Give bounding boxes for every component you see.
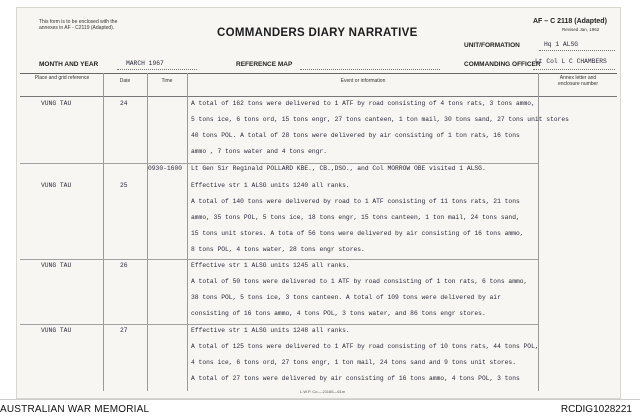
co-label: COMMANDING OFFICER (464, 61, 541, 68)
entry-line: Lt Gen Sir Reginald POLLARD KBE., CB.,DSO., and Col MORROW OBE visited 1 ALSG. (191, 165, 486, 172)
entry-date: 25 (120, 182, 128, 189)
entry-date: 24 (120, 100, 128, 107)
entry-place: VUNG TAU (41, 100, 72, 107)
entry-line: Effective str 1 ALSG units 1245 all ranks. (191, 262, 350, 269)
footer-institution: AUSTRALIAN WAR MEMORIAL (0, 404, 150, 415)
entry-line: ammo, 35 tons POL, 5 tons ice, 18 tons engr, 15 tons canteen, 1 ton mail, 24 tons sand, (191, 214, 520, 221)
col-header-event: Event or information (340, 78, 386, 84)
col-divider-3 (187, 73, 188, 391)
col-header-annex-2: enclosure number (557, 81, 599, 87)
col-divider-1 (103, 73, 104, 391)
entry-place: VUNG TAU (41, 182, 72, 189)
entry-line: ammo , 7 tons water and 4 tons engr. (191, 148, 328, 155)
refmap-label: REFERENCE MAP (236, 61, 293, 68)
entry-line: 4 tons ice, 6 tons ord, 27 tons engr, 1 ton mail, 24 tons sand and 9 tons unit stores. (191, 359, 516, 366)
entry-line: A total of 140 tons were delivered by road to 1 ATF consisting of 11 tons rats, 21 tons (191, 198, 520, 205)
entry-line: 8 tons POL, 4 tons water, 28 tons engr stores. (191, 246, 365, 253)
printer-mark: L.W.P. Co.—21165—61m (300, 389, 346, 394)
unit-value: Hq 1 ALSG (544, 41, 579, 48)
entry-time: 0930-1600 (148, 165, 183, 172)
enclose-note-2: annexes in AF - C2119 (Adapted). (39, 25, 115, 31)
row-separator (20, 163, 538, 164)
entry-place: VUNG TAU (41, 262, 72, 269)
entry-date: 27 (120, 327, 128, 334)
revised-date: Revised Jan, 1962 (562, 27, 600, 32)
entry-line: A total of 50 tons were delivered to 1 ATF by road consisting of 1 ton rats, 6 tons ammo, (191, 278, 528, 285)
table-top-rule (20, 73, 617, 74)
form-number: AF – C 2118 (Adapted) (533, 18, 607, 25)
row-separator (20, 324, 538, 325)
entry-line: 15 tons unit stores. A tota of 56 tons were delivered by air consisting of 16 tons ammo, (191, 230, 524, 237)
co-underline (533, 69, 615, 70)
month-value: MARCH 1967 (126, 60, 164, 67)
row-separator (20, 259, 538, 260)
entry-line: 5 tons ice, 6 tons ord, 15 tons engr, 27 tons canteen, 1 ton mail, 30 tons sand, 27 tons unit stores (191, 116, 569, 123)
col-header-annex-1: Annex letter and (559, 75, 597, 81)
page-shadow (0, 399, 640, 400)
table-header-rule (20, 96, 617, 97)
enclose-note-1: This form is to be enclosed with the (39, 19, 118, 25)
refmap-underline (300, 69, 440, 70)
entry-line: A total of 125 tons were delivered to 1 ATF by road consisting of 10 tons rats, 44 tons POL, (191, 343, 539, 350)
entry-place: VUNG TAU (41, 327, 72, 334)
col-divider-2 (147, 73, 148, 391)
col-header-time: Time (161, 78, 173, 84)
col-header-place: Place and grid reference (34, 75, 90, 81)
month-underline (117, 69, 197, 70)
entry-line: 40 tons POL. A total of 28 tons were delivered by air consisting of 1 ton rats, 16 tons (191, 132, 520, 139)
entry-line: Effective str 1 ALSG units 1240 all ranks. (191, 182, 350, 189)
col-header-date: Date (119, 78, 131, 84)
unit-underline (539, 50, 615, 51)
footer-record-id: RCDIG1028221 (560, 404, 632, 415)
entry-line: 38 tons POL, 5 tons ice, 3 tons canteen. A total of 109 tons were delivered by air (191, 294, 501, 301)
co-value: Lt Col L C CHAMBERS (535, 58, 607, 65)
entry-line: consisting of 16 tons ammo, 4 tons POL, 3 tons water, and 86 tons engr stores. (191, 310, 486, 317)
entry-date: 26 (120, 262, 128, 269)
entry-line: A total of 27 tons were delivered by air consisting of 16 tons ammo, 4 tons POL, 3 tons (191, 375, 520, 382)
page-title: COMMANDERS DIARY NARRATIVE (217, 27, 418, 39)
entry-line: A total of 162 tons were delivered to 1 ATF by road consisting of 4 tons rats, 3 tons ammo, (191, 100, 535, 107)
entry-line: Effective str 1 ALSG units 1248 all ranks. (191, 327, 350, 334)
unit-label: UNIT/FORMATION (464, 42, 520, 49)
month-label: MONTH AND YEAR (39, 61, 99, 68)
diary-page (17, 8, 620, 398)
